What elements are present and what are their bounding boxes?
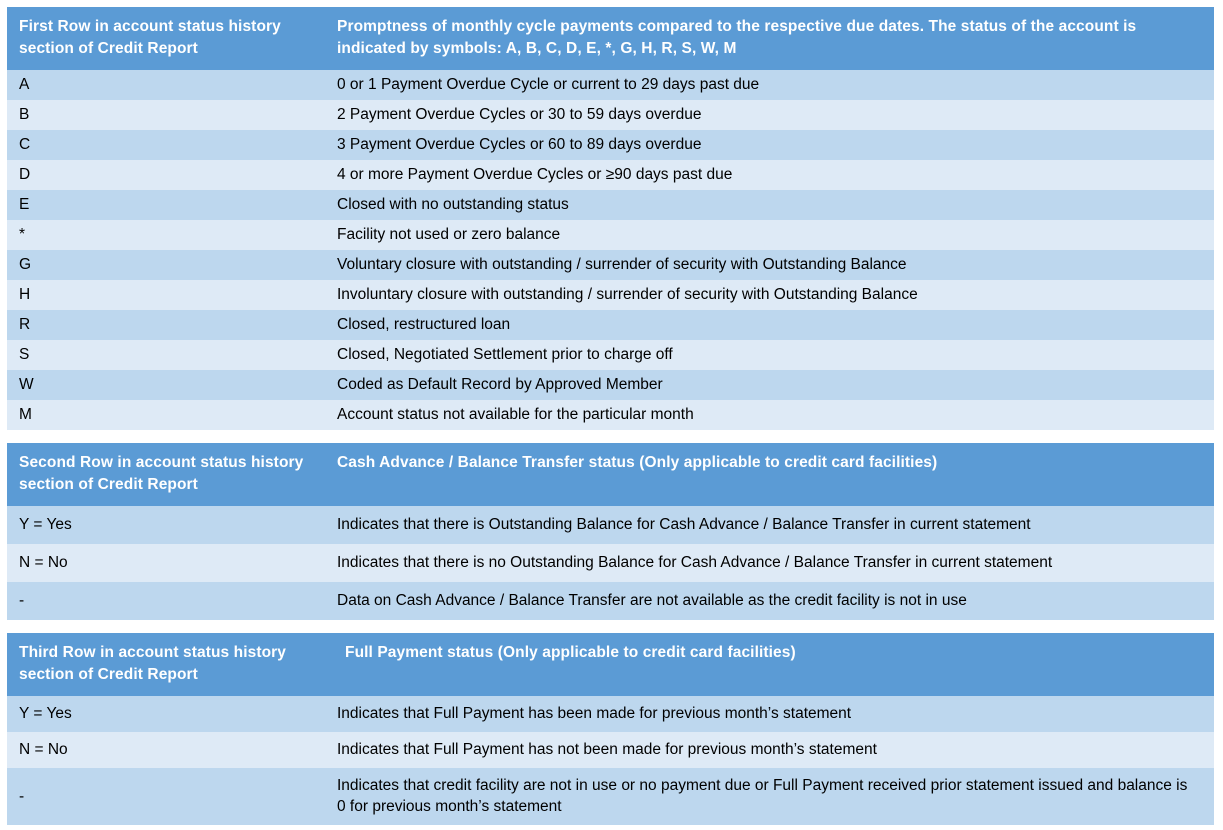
table-row xyxy=(7,190,1214,220)
table-row xyxy=(7,70,1214,100)
table-row xyxy=(7,544,1214,582)
row-code: E xyxy=(19,196,30,213)
header-cell-code: Third Row in account status history section of Credit Report xyxy=(19,644,287,683)
table-row xyxy=(7,696,1214,732)
row-description: 3 Payment Overdue Cycles or 60 to 89 days overdue xyxy=(337,136,702,153)
row-description: Closed with no outstanding status xyxy=(337,196,569,213)
table-row xyxy=(7,310,1214,340)
table-body xyxy=(7,506,1214,620)
table-row xyxy=(7,130,1214,160)
table-row xyxy=(7,220,1214,250)
header-cell-description: Full Payment status (Only applicable to credit card facilities) xyxy=(345,644,796,661)
row-description: Data on Cash Advance / Balance Transfer are not available as the credit facility is not in use xyxy=(337,592,967,609)
row-description: Indicates that credit facility are not in use or no payment due or Full Payment received prior statement issued and balance is 0 for previous month’s statement xyxy=(337,777,1188,815)
row-code: C xyxy=(19,136,31,153)
row-description: Indicates that Full Payment has not been made for previous month’s statement xyxy=(337,741,877,758)
table-row xyxy=(7,280,1214,310)
table-row xyxy=(7,100,1214,130)
table-body xyxy=(7,696,1214,825)
row-code: - xyxy=(19,787,25,805)
row-code: H xyxy=(19,286,31,303)
row-code: A xyxy=(19,76,30,93)
table-row xyxy=(7,768,1214,825)
row-description: Facility not used or zero balance xyxy=(337,226,561,243)
header-row xyxy=(7,7,1214,70)
table-body xyxy=(7,70,1214,430)
header-row xyxy=(7,633,1214,696)
row-description: Involuntary closure with outstanding / surrender of security with Outstanding Balance xyxy=(337,286,918,303)
header-cell-description: Promptness of monthly cycle payments compared to the respective due dates. The status of the account is indicated by symbols: A, B, C, D, E, *, G, H, R, S, W, M xyxy=(337,18,1137,57)
row-description: Indicates that there is Outstanding Balance for Cash Advance / Balance Transfer in current statement xyxy=(337,516,1031,533)
row-code: M xyxy=(19,406,32,423)
header-row xyxy=(7,443,1214,506)
row-description: Indicates that there is no Outstanding Balance for Cash Advance / Balance Transfer in current statement xyxy=(337,554,1053,571)
table-row xyxy=(7,370,1214,400)
row-code: N = No xyxy=(19,554,68,571)
table-row xyxy=(7,582,1214,620)
row-description: 0 or 1 Payment Overdue Cycle or current to 29 days past due xyxy=(337,76,760,93)
row-code: S xyxy=(19,346,30,363)
row-code: D xyxy=(19,166,31,183)
row-code: N = No xyxy=(19,741,68,758)
first-row-status-table xyxy=(7,7,1214,430)
row-code: G xyxy=(19,256,32,273)
header-cell-description: Cash Advance / Balance Transfer status (Only applicable to credit card facilities) xyxy=(337,454,938,471)
row-code: W xyxy=(19,376,34,393)
table-header xyxy=(7,633,1214,696)
table-row xyxy=(7,732,1214,768)
row-description: Indicates that Full Payment has been made for previous month’s statement xyxy=(337,705,852,722)
row-description: Closed, restructured loan xyxy=(337,316,511,333)
row-code: Y = Yes xyxy=(19,516,72,533)
table-row xyxy=(7,506,1214,544)
header-cell-code: Second Row in account status history section of Credit Report xyxy=(19,454,304,493)
row-description: Closed, Negotiated Settlement prior to charge off xyxy=(337,346,673,363)
row-description: Coded as Default Record by Approved Member xyxy=(337,376,663,393)
row-description: Account status not available for the particular month xyxy=(337,406,694,423)
table-header xyxy=(7,7,1214,70)
table-row xyxy=(7,160,1214,190)
third-row-status-table xyxy=(7,633,1214,825)
row-code: R xyxy=(19,316,31,333)
row-code: - xyxy=(19,592,25,609)
header-cell-code: First Row in account status history section of Credit Report xyxy=(19,18,281,57)
row-description: 4 or more Payment Overdue Cycles or ≥90 days past due xyxy=(337,166,733,183)
row-description: Voluntary closure with outstanding / surrender of security with Outstanding Balance xyxy=(337,256,907,273)
row-code: B xyxy=(19,106,30,123)
table-row xyxy=(7,250,1214,280)
table-row xyxy=(7,340,1214,370)
row-code: Y = Yes xyxy=(19,705,72,722)
table-header xyxy=(7,443,1214,506)
row-description: 2 Payment Overdue Cycles or 30 to 59 days overdue xyxy=(337,106,702,123)
second-row-status-table xyxy=(7,443,1214,620)
row-code: * xyxy=(19,226,26,243)
table-row xyxy=(7,400,1214,430)
